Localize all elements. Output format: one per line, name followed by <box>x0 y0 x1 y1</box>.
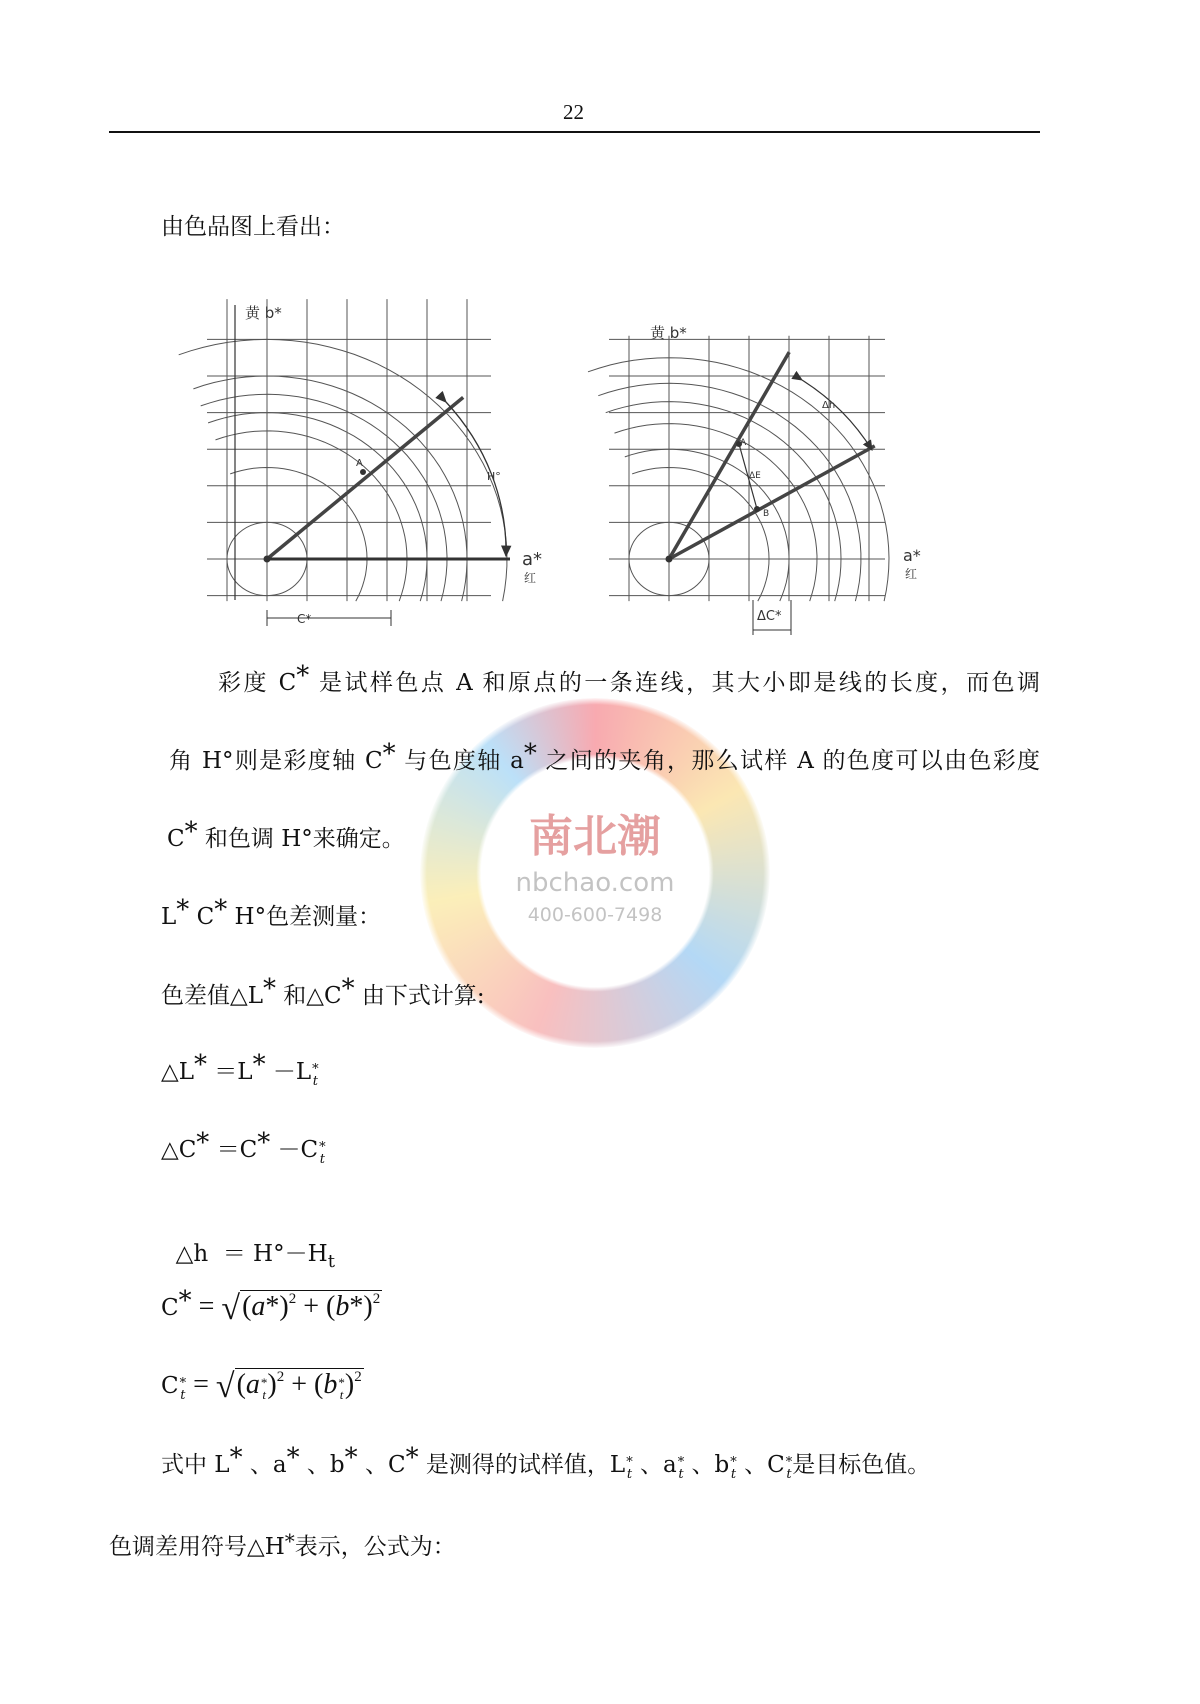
paragraph-line-1 <box>218 661 1040 698</box>
left-chroma-label: C* <box>297 612 312 626</box>
calc-intro: 色差值△L* 和△C* 由下式计算: <box>161 974 485 1009</box>
intro-text: 由色品图上看出： <box>161 214 345 240</box>
right-a-axis-label: a* <box>903 546 921 565</box>
chroma-arc <box>606 402 841 601</box>
watermark-site: nbchao.com <box>515 868 675 898</box>
formula-target-chroma: C * t = √(a * t )$^2$ + (b * t )$^2$ <box>161 1368 362 1405</box>
text: 与色度轴 a <box>395 748 524 774</box>
chroma-arc <box>179 339 507 601</box>
text: 角 H°则是彩度轴 C <box>169 748 383 774</box>
paragraph-line-2 <box>169 739 1041 776</box>
formula-delta-c: △C* ＝C* －C * t <box>161 1128 326 1167</box>
right-red-label: 红 <box>905 567 918 581</box>
asterisk: * <box>382 739 396 769</box>
paragraph-line-3 <box>167 817 405 854</box>
chroma-arc <box>208 413 427 601</box>
chromaticity-diagrams <box>0 0 1200 700</box>
text: 和色调 H°来确定。 <box>197 826 405 852</box>
hue-ray <box>267 397 463 559</box>
left-red-label: 红 <box>524 571 537 585</box>
right-delta-c-label: ΔC* <box>757 609 782 624</box>
hue-ray <box>669 352 789 559</box>
right-point-b: B <box>763 509 770 519</box>
left-a-axis-label: a* <box>522 549 543 570</box>
watermark-phone: 400-600-7498 <box>527 904 663 926</box>
hue-diff-intro: 色调差用符号△H*表示，公式为： <box>109 1529 456 1560</box>
right-delta-h-label: Δh <box>822 400 836 411</box>
formula-delta-h: △h ＝ $H^\circ-H_t$ <box>175 1241 335 1272</box>
text: C <box>167 826 185 852</box>
left-point-a: A <box>356 458 363 469</box>
watermark-name: 南北潮 <box>529 811 661 862</box>
section-heading: L* C* H°色差测量： <box>161 895 382 930</box>
text: 彩度 C <box>218 670 297 696</box>
right-delta-e-label: ΔE <box>749 471 761 481</box>
left-hue-label: H° <box>487 470 501 483</box>
page-number: 22 <box>563 100 584 124</box>
right-diagram <box>588 336 889 635</box>
left-diagram <box>179 299 510 626</box>
note-text: 式中 L* 、a* 、b* 、C* 是测得的试样值，L * t 、a * t 、b * t 、C * t 是目标色值。 <box>161 1443 931 1482</box>
chroma-arc <box>598 383 861 601</box>
text: 之间的夹角，那么试样 A 的色度可以由色彩度 <box>536 748 1041 774</box>
chroma-arc <box>201 394 447 601</box>
asterisk: * <box>184 817 198 847</box>
left-yellow-label: 黄 b* <box>245 304 282 322</box>
asterisk: * <box>296 661 310 691</box>
right-point-a: A <box>740 438 747 448</box>
origin-point <box>666 556 673 563</box>
right-yellow-label: 黄 b* <box>650 324 687 342</box>
asterisk: * <box>523 739 537 769</box>
point-a <box>360 469 366 475</box>
formula-chroma: $C* = √(a*)^2 + (b*)^2$ <box>161 1286 381 1327</box>
chroma-arc <box>216 431 408 601</box>
delta-h-arc <box>802 380 872 450</box>
formula-delta-l: △L* ＝L* －L * t <box>161 1050 319 1089</box>
text: 是试样色点 A 和原点的一条连线，其大小即是线的长度，而色调 <box>309 670 1040 696</box>
chroma-arc <box>615 424 818 601</box>
chroma-arc <box>625 449 789 601</box>
chroma-arc <box>588 358 889 601</box>
